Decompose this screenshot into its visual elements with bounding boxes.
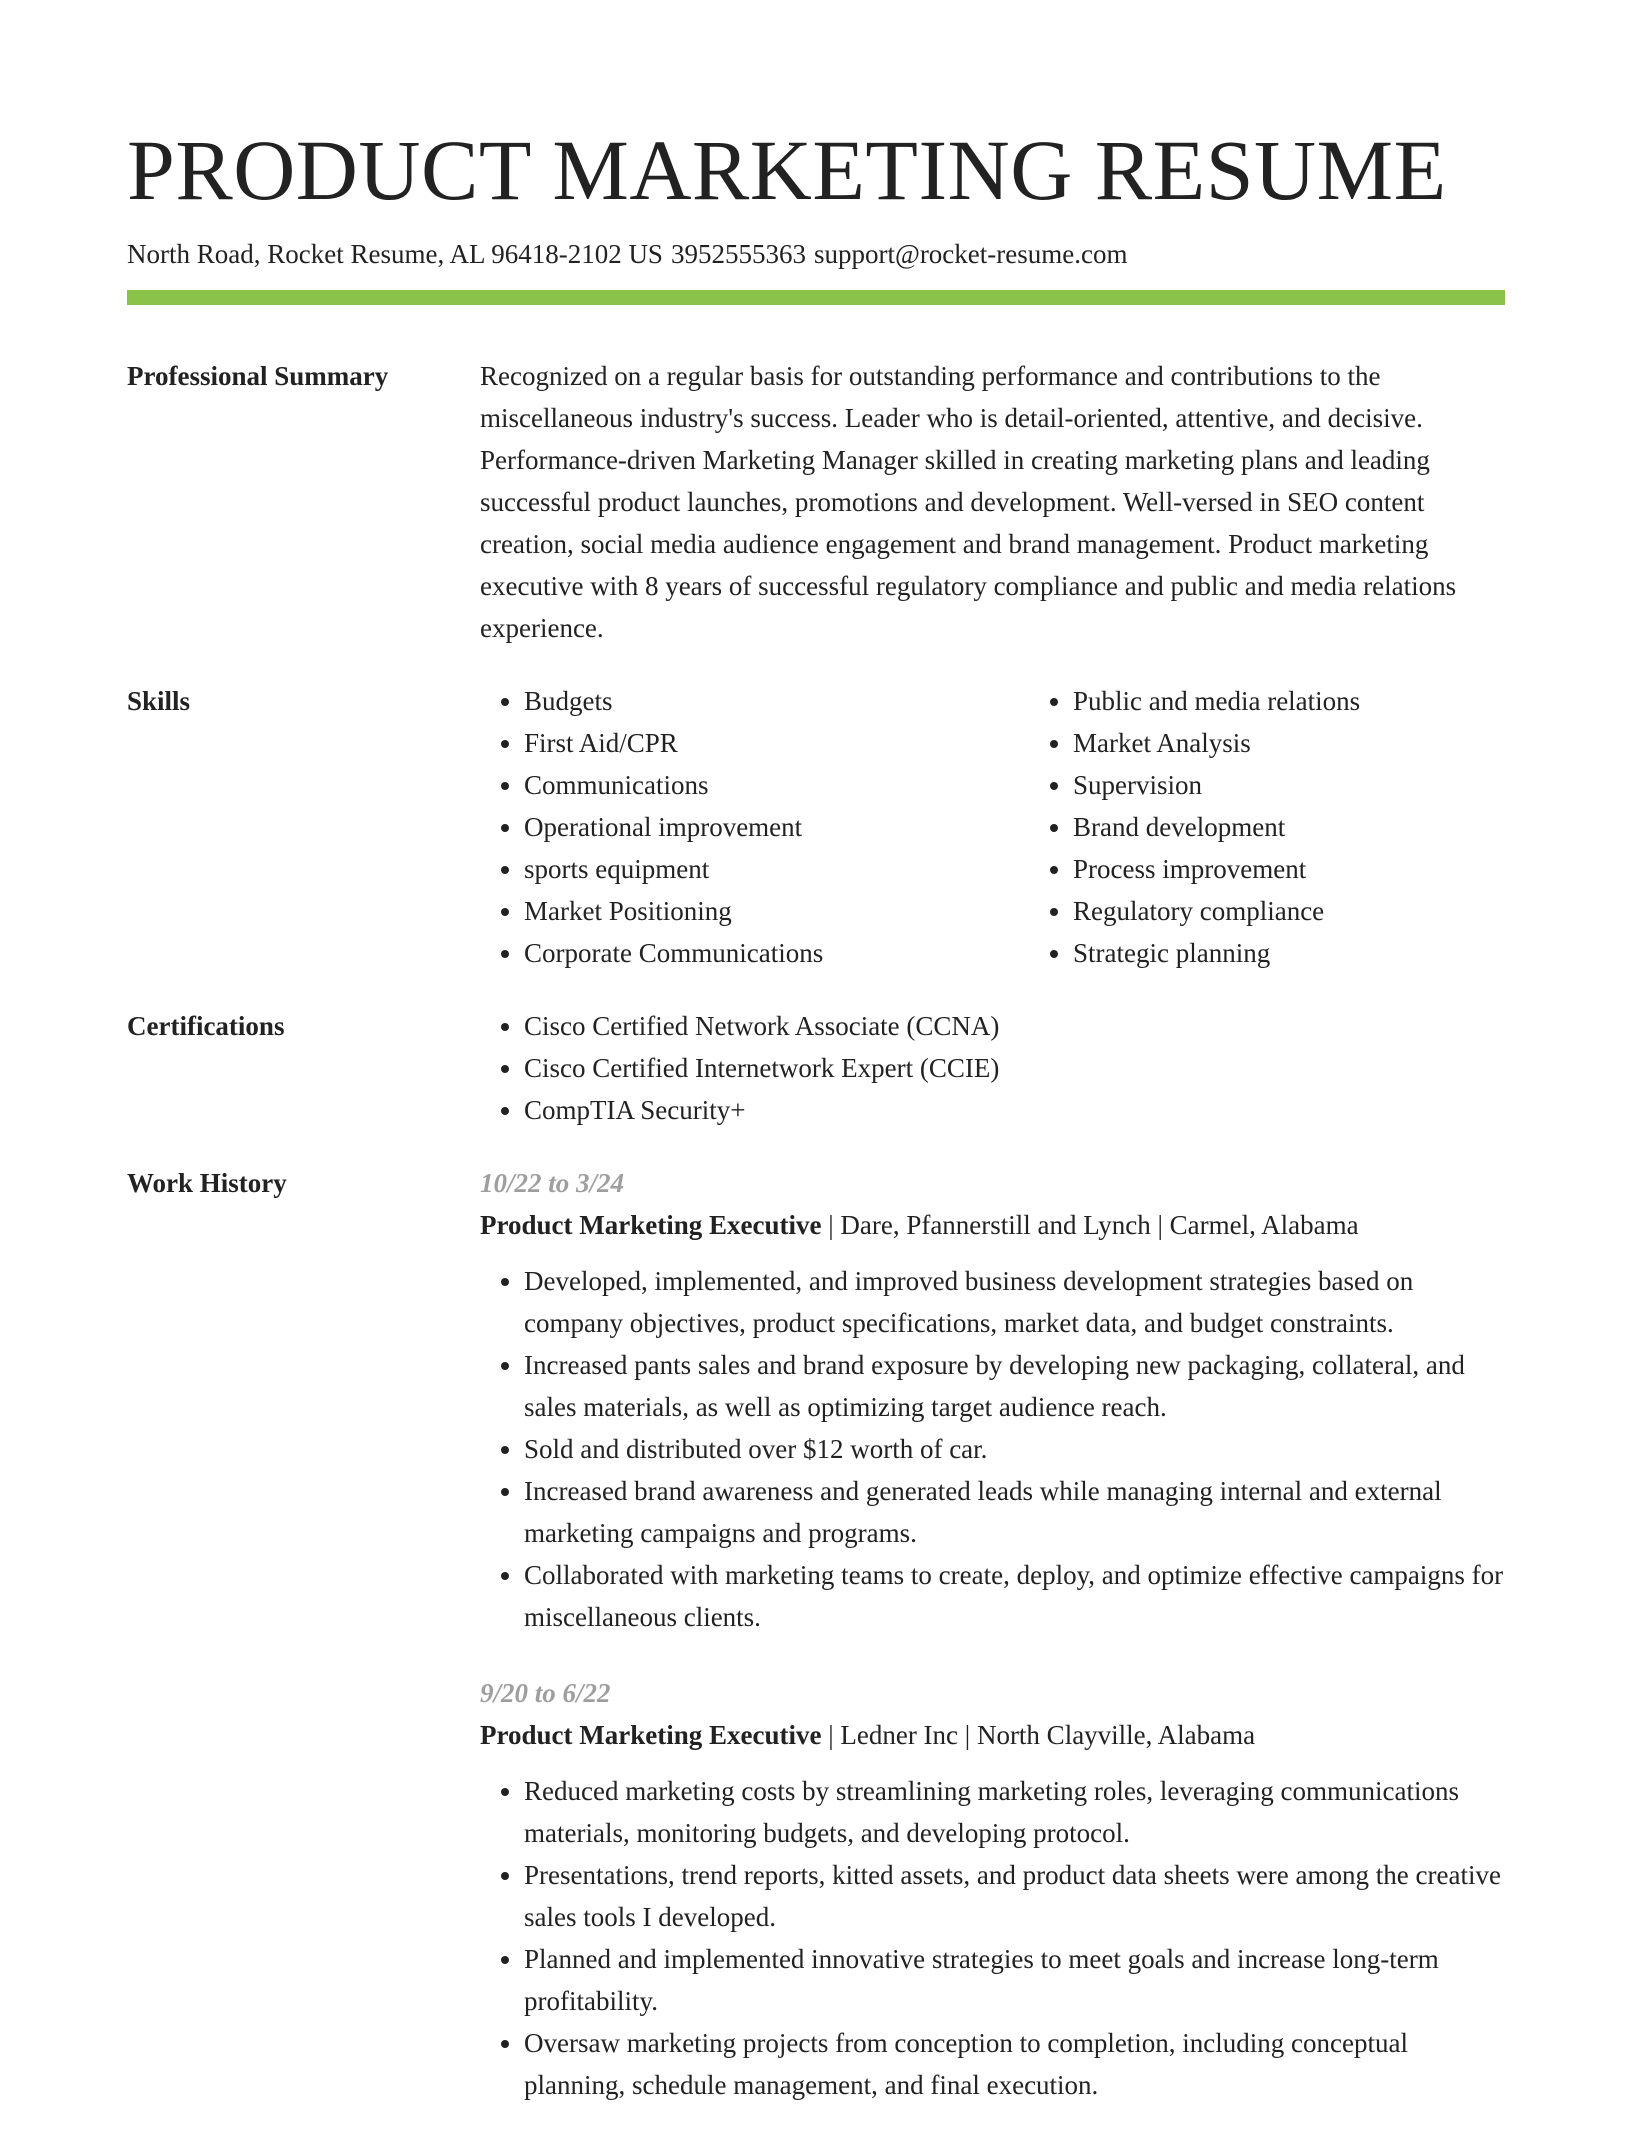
list-item: • CompTIA Security+: [524, 1089, 1505, 1131]
list-item: • Oversaw marketing projects from conception to completion, including conceptual planning, schedule management, and final execution.: [524, 2022, 1505, 2106]
contact-phone: 3952555363: [670, 239, 806, 269]
resume-title: PRODUCT MARKETING RESUME: [127, 122, 1447, 218]
skills-section: [127, 680, 1505, 974]
summary-heading: Professional Summary: [127, 361, 389, 391]
list-item: • Budgets: [524, 680, 1029, 722]
list-item: • Presentations, trend reports, kitted assets, and product data sheets were among the creative sales tools I developed.: [524, 1854, 1505, 1938]
list-item: • Cisco Certified Internetwork Expert (CCIE): [524, 1047, 1505, 1089]
skills-body: [480, 680, 1505, 974]
certifications-section: [127, 1005, 1505, 1131]
work-history-section: [127, 1162, 1505, 2140]
list-item: • Operational improvement: [524, 806, 1029, 848]
list-item: • Supervision: [1073, 764, 1505, 806]
skills-list-left: [480, 680, 1029, 974]
summary-text: Recognized on a regular basis for outstanding performance and contributions to the miscellaneous industry's success. Leader who is detail-oriented, attentive, and decisive. Performance-driven Marketing Manager skilled in creating marketing plans and leading successful product launches, promotions and development. Well-versed in SEO content creation, social media audience engagement and brand management. Product marketing executive with 8 years of successful regulatory compliance and public and media relations experience.: [480, 361, 1457, 643]
job-heading: [480, 1204, 1505, 1246]
summary-body: [480, 355, 1505, 649]
list-item: • Regulatory compliance: [1073, 890, 1505, 932]
list-item: • Brand development: [1073, 806, 1505, 848]
resume-page: [127, 120, 1505, 2140]
skills-list-right: [1029, 680, 1505, 974]
job-details: | Ledner Inc | North Clayville, Alabama: [821, 1720, 1256, 1750]
skills-heading: Skills: [127, 686, 191, 716]
job-bullets: [480, 1770, 1505, 2106]
job-dates: 9/20 to 6/22: [480, 1678, 611, 1708]
list-item: • Developed, implemented, and improved business development strategies based on company objectives, product specifications, market data, and budget constraints.: [524, 1260, 1505, 1344]
job-details: | Dare, Pfannerstill and Lynch | Carmel, Alabama: [821, 1210, 1359, 1240]
list-item: • Market Positioning: [524, 890, 1029, 932]
list-item: • Cisco Certified Network Associate (CCNA): [524, 1005, 1505, 1047]
work-history-heading: Work History: [127, 1168, 287, 1198]
list-item: • First Aid/CPR: [524, 722, 1029, 764]
list-item: • Strategic planning: [1073, 932, 1505, 974]
list-item: • Market Analysis: [1073, 722, 1505, 764]
contact-email: support@rocket-resume.com: [813, 239, 1128, 269]
job-role: Product Marketing Executive: [480, 1210, 822, 1240]
certifications-body: [480, 1005, 1505, 1131]
list-item: • Corporate Communications: [524, 932, 1029, 974]
certifications-heading: Certifications: [127, 1011, 285, 1041]
job-role: Product Marketing Executive: [480, 1720, 822, 1750]
list-item: • sports equipment: [524, 848, 1029, 890]
list-item: • Planned and implemented innovative strategies to meet goals and increase long-term profitability.: [524, 1938, 1505, 2022]
list-item: • Communications: [524, 764, 1029, 806]
job-entry: [480, 1672, 1505, 2106]
contact-line: [127, 238, 1505, 270]
list-item: • Reduced marketing costs by streamlining marketing roles, leveraging communications materials, monitoring budgets, and developing protocol.: [524, 1770, 1505, 1854]
list-item: • Sold and distributed over $12 worth of car.: [524, 1428, 1505, 1470]
list-item: • Process improvement: [1073, 848, 1505, 890]
certifications-list: [480, 1005, 1505, 1131]
job-entry: [480, 1162, 1505, 1638]
list-item: • Collaborated with marketing teams to create, deploy, and optimize effective campaigns for miscellaneous clients.: [524, 1554, 1505, 1638]
work-history-body: [480, 1162, 1505, 2140]
job-heading: [480, 1714, 1505, 1756]
job-bullets: [480, 1260, 1505, 1638]
list-item: • Public and media relations: [1073, 680, 1505, 722]
job-dates: 10/22 to 3/24: [480, 1168, 625, 1198]
summary-section: [127, 355, 1505, 649]
contact-address: North Road, Rocket Resume, AL 96418-2102 US: [127, 239, 663, 269]
list-item: • Increased pants sales and brand exposure by developing new packaging, collateral, and sales materials, as well as optimizing target audience reach.: [524, 1344, 1505, 1428]
header-divider: [127, 290, 1505, 305]
list-item: • Increased brand awareness and generated leads while managing internal and external marketing campaigns and programs.: [524, 1470, 1505, 1554]
